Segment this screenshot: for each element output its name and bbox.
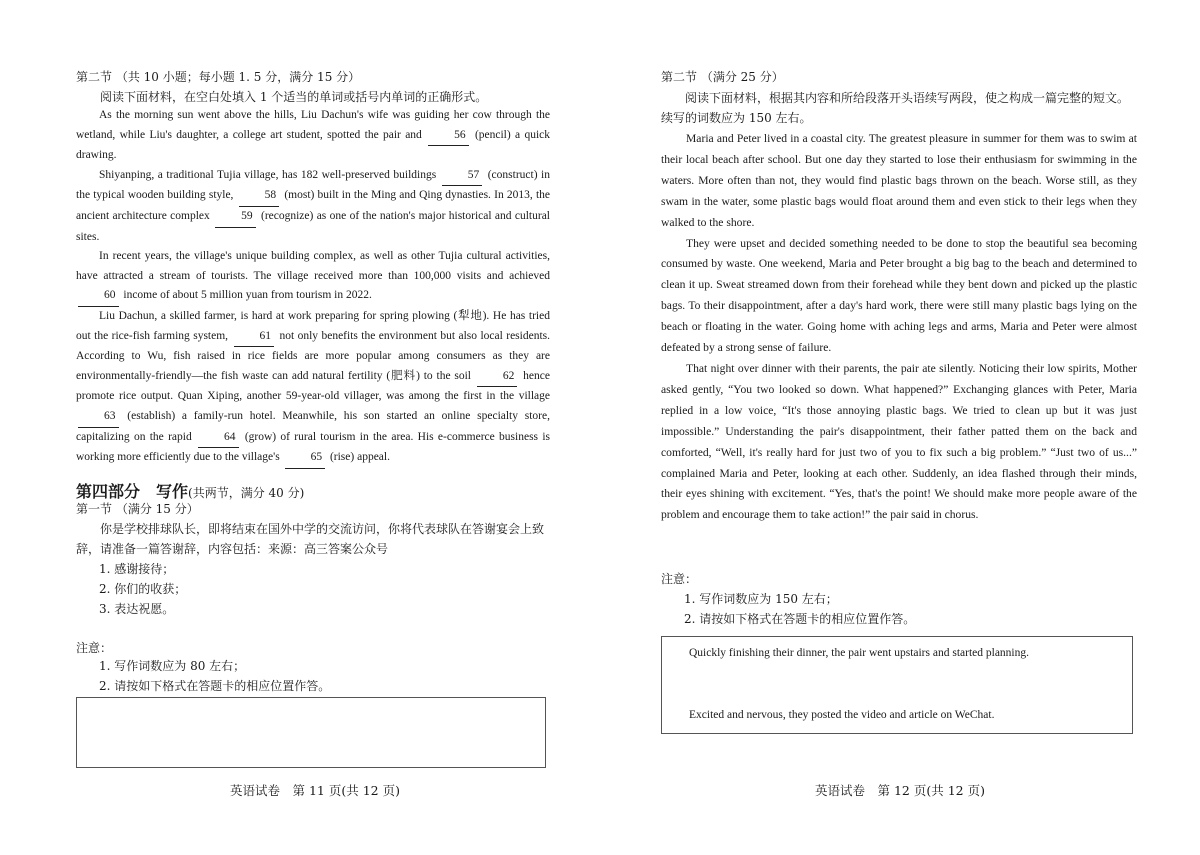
passage-paragraph: That night over dinner with their parents, the pair ate silently. Noticing their low spirits, Mother asked gently, “You two looked so down. What happened?” Exchanging glances with Peter, Maria replied in a low voice, “It's those annoying plastic bags. We tried to clean up but it was just impossible.” Understanding the pair's disappointment, their father patted them on the back and comforted, “Well, it's really hard for just two of you to fix such a big problem.” “Just two of us...” complained Maria and Peter, looking at each other. Suddenly, an idea flashed through their minds, their eyes shining with excitement. “Yes, that's the point! We should make more people aware of the problem and encourage them to take action!” the pair said in chorus. [661, 361, 1137, 522]
note-item: 2. 请按如下格式在答题卡的相应位置作答。 [684, 612, 916, 626]
passage-text: (rise) appeal. [327, 451, 390, 464]
passage-paragraph [76, 247, 550, 307]
notes-list [661, 589, 1137, 629]
cloze-passage [76, 106, 550, 469]
writing-content-list [76, 559, 550, 619]
page-11 [76, 0, 550, 855]
blank-59: 59 [215, 207, 256, 228]
section-2-instruction: 阅读下面材料，根据其内容和所给段落开头语续写两段，使之构成一篇完整的短文。续写的词数应为 150 左右。 [661, 91, 1130, 125]
paragraph-1-opener: Quickly finishing their dinner, the pair went upstairs and started planning. [689, 647, 1029, 659]
blank-63: 63 [78, 407, 119, 428]
paragraph-2-opener: Excited and nervous, they posted the video and article on WeChat. [689, 709, 995, 721]
section-2-title: 第二节 （满分 25 分） [661, 70, 784, 84]
blank-61: 61 [234, 327, 275, 348]
notes-title: 注意： [661, 572, 698, 586]
blank-64: 64 [198, 428, 239, 449]
writing-prompt: 你是学校排球队长，即将结束在国外中学的交流访问，你将代表球队在答谢宴会上致辞，请准备一篇答谢辞，内容包括：来源：高三答案公众号 [76, 522, 545, 556]
continuation-box [661, 636, 1133, 734]
passage-text: (most) built in the Ming and Qing dynasties. In 2013, the ancient architecture complex [76, 189, 550, 222]
passage-text: not only benefits the environment but also local residents. According to Wu, fish raised in rice fields are more popular among consumers as they are environmentally-friendly—the fish waste can add natural fertility (肥料) to the soil [76, 329, 551, 382]
part-4-title [76, 479, 550, 502]
notes-title: 注意： [76, 641, 113, 655]
passage-paragraph [76, 166, 550, 247]
page-footer: 英语试卷 第 11 页(共 12 页) [230, 783, 400, 798]
part-4-subtitle: (共两节，满分 40 分) [188, 486, 305, 500]
passage-text: (establish) a family-run hotel. Meanwhile, his son started an online specialty store, capitalizing on the rapid [76, 409, 550, 443]
blank-57: 57 [442, 166, 483, 187]
passage-text: In recent years, the village's unique building complex, as well as other Tujia cultural activities, have attracted a stream of tourists. The village received more than 100,000 visits and achieved [76, 250, 550, 282]
content-item: 1. 感谢接待； [99, 562, 175, 576]
continuation-passage [661, 129, 1137, 526]
passage-text: As the morning sun went above the hills, Liu Dachun's wife was guiding her cow through the wetland, while Liu's daughter, a college art student, spotted the pair and [76, 109, 550, 141]
passage-text: Liu Dachun, a skilled farmer, is hard at work preparing for spring plowing (犁地). He has tried out the rice-fish farming system, [76, 309, 550, 342]
section-2-title: 第二节 （共 10 小题；每小题 1. 5 分，满分 15 分） [76, 70, 361, 84]
passage-paragraph [76, 307, 550, 469]
section-2-instruction: 阅读下面材料，在空白处填入 1 个适当的单词或括号内单词的正确形式。 [100, 90, 488, 104]
note-item: 1. 写作词数应为 150 左右； [684, 592, 838, 606]
page-footer: 英语试卷 第 12 页(共 12 页) [815, 783, 985, 798]
note-item: 1. 写作词数应为 80 左右； [99, 659, 246, 673]
blank-58: 58 [239, 186, 280, 207]
blank-56: 56 [428, 126, 469, 147]
passage-text: (recognize) as one of the nation's major historical and cultural sites. [76, 209, 550, 243]
passage-paragraph: Maria and Peter lived in a coastal city. The greatest pleasure in summer for them was to swim at their local beach after school. But one day they started to lose their enthusiasm for swimming in the waters. More often than not, they would find plastic bags thrown on the beach. Worse still, as they swam in the water, some plastic bags would float around them and even stick to their legs when they walked to the shore. [661, 132, 1137, 229]
answer-box [76, 697, 546, 768]
passage-text: hence promote rice output. Quan Xiping, another 59-year-old villager, was among the first in the village [76, 369, 550, 403]
passage-text: (grow) of rural tourism in the area. His e-commerce business is working more efficiently due to the village's [76, 430, 550, 464]
blank-62: 62 [477, 367, 518, 388]
content-item: 2. 你们的收获； [99, 582, 187, 596]
part-4-title-text: 第四部分 写作 [76, 482, 189, 501]
notes-list [76, 656, 550, 696]
blank-60: 60 [78, 286, 119, 307]
note-item: 2. 请按如下格式在答题卡的相应位置作答。 [99, 679, 331, 693]
passage-text: (pencil) a quick drawing. [76, 128, 550, 162]
passage-text: income of about 5 million yuan from tourism in 2022. [120, 289, 372, 302]
passage-text: Shiyanping, a traditional Tujia village, has 182 well-preserved buildings [99, 168, 440, 181]
passage-text: (construct) in the typical wooden building style, [76, 168, 550, 202]
writing-section-1-title: 第一节 （满分 15 分） [76, 502, 199, 516]
blank-65: 65 [285, 448, 326, 469]
content-item: 3. 表达祝愿。 [99, 602, 175, 616]
page-12 [661, 0, 1137, 855]
passage-paragraph: They were upset and decided something needed to be done to stop the beautiful sea becoming consumed by waste. One weekend, Maria and Peter brought a big bag to the beach and determined to clean it up. Sweat streamed down from their forehead while they bent down and picked up the plastic bags. To their disappointment, after a day's hard work, there were still many plastic bags lying on the beach or floating in the water. Going home with aching legs and arms, Maria and Peter were almost defeated by a strong sense of failure. [661, 236, 1137, 355]
passage-paragraph [76, 106, 550, 166]
